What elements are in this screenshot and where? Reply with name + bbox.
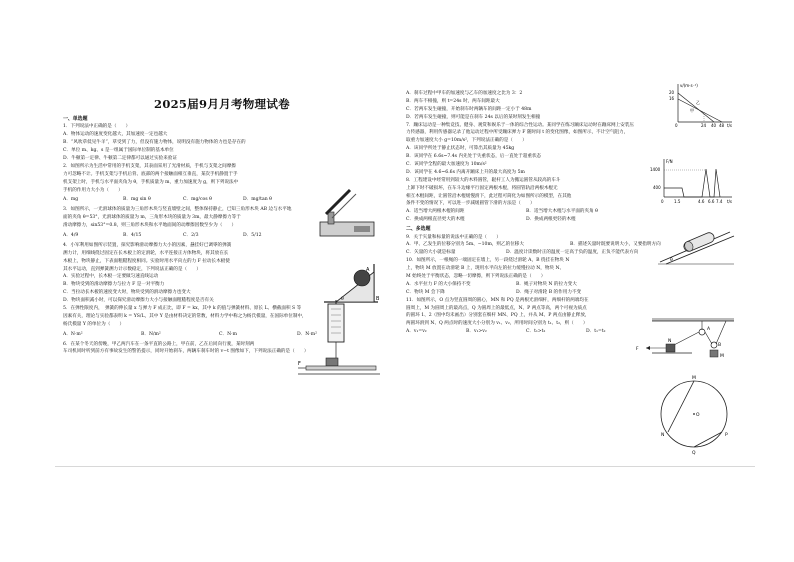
q2-option-a: A．mg (63, 197, 79, 203)
spring-scale-figure (298, 300, 380, 376)
question-6-line-2: 车司机同时听到前方有事故发生的警笛提示，同时开始刹车，两辆车刹车时的 v−t 图像如下，下列说法正确的是（ ） (63, 349, 309, 355)
page-footer-rule (55, 466, 755, 467)
question-11: 11．如图所示，O 点为竖直圆周的圆心，MN 和 PQ 是两根光滑细杆，两细杆的两端均在 (406, 297, 589, 303)
ft-graph-figure (650, 157, 736, 205)
incline-ball-figure (322, 262, 380, 304)
q1-option-d: D．牛顿第一定律、牛顿第二定律都可以通过实验来验证 (63, 156, 177, 161)
question-3: 3．如图所示，一光滑球体的质量为三角形木块与竖直墙壁之间，整体保持静止，已知三角形木块 AB 边与水平地 (63, 207, 292, 213)
q11-option-c: C．t₁>t₂ (526, 329, 546, 335)
q10-options (406, 281, 646, 297)
question-7-line-3: 取重力加速度大小 g=10m/s²，下列说法正确的是（ ） (406, 138, 527, 144)
question-4-line-2: 测力计，用细线绕过固定在长木板上的定滑轮，水平连接正方体物块，将其放在长 (63, 250, 229, 256)
vt-x-tick-48: 48 (719, 123, 725, 128)
q4-option-b: B．物块受到的滑动摩擦力与拉力 F 是一对平衡力 (63, 282, 165, 288)
q8-option-a: A．适当增大两根木棍的间距 (406, 209, 465, 215)
phone-body (326, 190, 350, 214)
q4-option-a: A．实验过程中，长木板一定要做匀速直线运动 (63, 274, 159, 280)
q8-option-b: B．适当增大木棍与水平面的夹角 θ (526, 209, 598, 215)
question-10-line-3: M 始终处于平衡状态，忽略一切摩擦，则下列说法正确的是（ ） (406, 274, 546, 280)
pulley-label-a: A (707, 327, 711, 332)
question-5: 5．在弹性限度内， 弹簧的伸长量 x 与弹力 F 成正比，即 F = kx，其中 k 的值与弹簧材料、原长 L、横截面积 S 等 (63, 306, 302, 312)
q1-option-b: B．“风吹草低见牛羊”，草受到了力，但没有施力物体，说明没有施力物体的力也是存在的 (63, 140, 246, 146)
vt-x-tick-40: 40 (711, 123, 717, 128)
block-n (666, 344, 675, 352)
q9-option-a: A．甲、乙发生的位移分别为 5m、−10m，则乙的位移大 (406, 242, 524, 248)
ft-x-tick-4.6: 4.6 (698, 199, 705, 204)
circle-label-m: M (692, 376, 696, 381)
q10-option-d: D．绳子对滑轮 B 的作用力不变 (516, 289, 582, 295)
ft-ylabel: F/N (666, 159, 673, 164)
question-6: 6．在某个冬天的傍晚，甲乙两汽车在一条平直的公路上，甲在前，乙在后同向行驶，某时刻两 (63, 341, 255, 347)
q8-option-c: C．换成两根直径更大的木棍 (406, 217, 465, 223)
q9-option-c: C．矢量的大小就是标量 (406, 250, 456, 256)
question-11-line-4: 两圆环滑到 N、Q 两点时的速度大小分别为 v₁、v₂，所用时间分别为 t₁、t₂，则（ ） (406, 321, 588, 327)
question-8-line-2: 上卸下时不破损坏，在车斗边缘平行固定两根木棍，将圆管轨沿两根木棍无 (406, 185, 558, 191)
question-3-line-2: 面的夹角 θ=53°，光滑球体的质量为 m，三角形木块的质量为 3m，最大静摩擦力等于 (63, 215, 241, 221)
circle-label-o: O (696, 413, 700, 418)
question-1: 1．下列说法中正确的是（ ） (63, 124, 131, 130)
q3-option-d: D．5/12 (243, 233, 262, 239)
incline-label-b: B (376, 296, 380, 302)
ft-x-unit: t/s (727, 199, 732, 204)
question-11-line-3: 的圆环 1、2（图中均未画出）分别套在细杆 MN、PQ 上，并从 M、P 两点由静止释放， (406, 313, 590, 319)
incline-label-theta: θ (341, 297, 344, 302)
ft-x-tick-7.4: 7.4 (716, 199, 723, 204)
stand-post (328, 212, 334, 224)
question-8: 8．工程建设中经常用到较大的木料圆管，辊杆工人为搬运圆管从较高的车斗 (406, 177, 561, 183)
question-2-line-3: 机支架上时，手机与水平面夹角为 θ，手机质量为 m，重力加速度为 g，则下列说法中 (63, 179, 239, 185)
q10-option-b: B．绳子对物块 N 的拉力变大 (516, 281, 577, 287)
q7-option-c: C．该同学全程的最大加速度为 10m/s² (406, 162, 487, 168)
question-10: 10．如图所示，一根绳的一端固定在墙上，另一段绕过滑轮 A，B 绕挂在物块 N (406, 258, 570, 264)
circle-label-n: N (661, 433, 665, 438)
ft-x-tick-6.6: 6.6 (708, 199, 715, 204)
vt-line-yi (678, 93, 714, 122)
phone-stand-figure (318, 182, 376, 240)
q6-option-a: A．刹车过程中甲车的加速度与乙车的加速度之比为 3：2 (406, 91, 523, 96)
question-5-line-3: 杨氏模量 Y 的单位为（ ） (63, 321, 125, 327)
pulley-b (711, 342, 717, 348)
circle-rods-figure (656, 374, 736, 456)
vt-x-unit: t/s (727, 123, 732, 128)
timber-slope-figure (656, 222, 736, 266)
rope-wall (716, 321, 726, 344)
q3-option-a: A．4/9 (63, 233, 79, 239)
q11-option-a: A．v₁=v₂ (406, 329, 427, 335)
q7-option-a: A．该同学所处于静止状态时，可算出其质量为 45kg (406, 146, 515, 152)
stand-foot (354, 226, 370, 232)
question-10-line-2: 上，物块 M 放置在动滑轮 B 上，现用水平向左的拉力缓慢拉动 N，物块 N、 (406, 266, 565, 272)
vt-ylabel: v/(m·s⁻¹) (680, 83, 698, 88)
q10-option-a: A．水平拉力 F 的大小保持不变 (406, 281, 471, 287)
ft-y-tick-1400: 1400 (650, 167, 661, 172)
q7-option-d: D．该同学在 4.6~6.6s 内离开蹦床上升的最大高度为 5m (406, 169, 525, 175)
q6-option-d: D．若两车发生碰撞，则可能是在刹车 24s 以后的某时刻发生相撞 (406, 114, 541, 120)
q5-option-c: C．N·m (219, 331, 237, 337)
q4-option-c: C．当拉动长木板的速度变大时，物块受到的滑动摩擦力也变大 (63, 290, 191, 296)
scale-body (328, 304, 344, 342)
q1-option-a: A．物体运动的速度变化越大，其加速度一定也越大 (63, 132, 168, 138)
question-9: 9．关于矢量和标量的说法中正确的是（ ） (406, 234, 501, 240)
pulley-label-b: B (718, 343, 722, 348)
q2-option-d: D．mg/tan θ (243, 197, 272, 203)
section-single-choice: 一、单选题 (63, 116, 88, 122)
pulley-figure (632, 318, 736, 362)
vt-y-tick-16: 16 (669, 96, 675, 101)
question-11-line-2: 圆周上，M 为圆周上的最高点，Q 为圆周上的最低点，N、P 两点等高，两个可视为质点 (406, 305, 587, 311)
pulley-label-f: F (636, 347, 639, 352)
circle-label-q: Q (692, 451, 696, 456)
q6-option-c: C．若两车发生碰撞，开始刹车时两辆车的间距一定小于 48m (406, 106, 532, 112)
long-board (306, 366, 376, 370)
q7-option-b: B．该同学在 6.6s~7.4s 内先处于失重状态，后一直处于超重状态 (406, 154, 542, 160)
cube-block (326, 358, 338, 366)
block-m (710, 350, 718, 357)
vt-line-jia (678, 99, 722, 122)
q4-option-d: D．物块面积减小时，可以探究滑动摩擦力大小与接触面粗糙程度是否有关 (63, 298, 214, 304)
vt-x-tick-0: 0 (675, 123, 678, 128)
q2-option-b: B．mg sin θ (123, 197, 151, 203)
rod-pq (694, 432, 722, 447)
pulley-label-n: N (668, 339, 672, 344)
vt-y-tick-20: 20 (669, 90, 675, 95)
rope-ab (705, 332, 712, 344)
q11-option-b: B．v₁>v₂ (466, 329, 487, 335)
q5-option-a: A．N·m² (63, 331, 83, 337)
question-2-line-2: 力可忽略不计。手机支架与手机后背、底部的两个接触面相互垂直，某次手机静置于手 (63, 171, 238, 177)
slope-theta: θ (670, 258, 673, 263)
question-2-line-4: 手机的作用力大小为（ ） (63, 187, 123, 193)
vt-x-tick-24: 24 (701, 123, 707, 128)
force-label: F (298, 361, 301, 367)
section-multi-choice: 二、多选题 (406, 226, 431, 233)
q11-option-d: D．t₁=t₂ (586, 329, 606, 335)
q5-option-d: D．N·m² (297, 331, 317, 337)
q6-option-b: B．两车不相撞，则 t=24s 时，两车间距最大 (406, 98, 500, 104)
vt-series-yi: 乙 (696, 100, 700, 105)
q11-options (406, 328, 656, 336)
ft-y-tick-400: 400 (653, 185, 661, 190)
q3-option-c: C．2/3 (183, 233, 199, 239)
pulley-label-m: M (720, 354, 724, 359)
ft-curve (664, 169, 720, 197)
exam-title: 2025届9月月考物理试卷 (154, 97, 290, 111)
q9-option-d: D．温度计读数时正的温度一定高于负的温度，正负不能代表方向 (506, 250, 639, 256)
question-4-line-3: 木板上，物块静止，下表面粗糙程度相同。实验时用水平向左的力 F 拉动长木板使 (63, 258, 230, 264)
question-8-line-3: 相互木棍间距，让圆管沿木棍缓慢滑下，此过程可简化为如图所示的模型，在其他 (406, 193, 572, 199)
rod-mn (668, 381, 694, 432)
q3-option-b: B．4/15 (123, 233, 142, 239)
question-5-line-2: 因素有关，理论与实验都表明 k = YS/L，其中 Y 是由材料决定的常数，材料力学中称之为杨氏模量，在国际单位制中， (63, 313, 307, 319)
ceiling (652, 318, 734, 321)
q10-option-c: C．物块 M 会下降 (406, 289, 445, 295)
q8-option-d: D．换成两根更轻的木棍 (526, 217, 576, 223)
ft-x-tick-1.5: 1.5 (674, 199, 681, 204)
q2-option-c: C．mg/cos θ (183, 197, 212, 203)
question-7: 7．蹦床运动是一种集竞技、健身、观赏和娱乐于一体的综合性运动。某同学在练习蹦床运动时在蹦床网上安装压 (406, 122, 635, 128)
incline-label-a: A (366, 267, 370, 273)
vt-graph-figure (668, 82, 736, 128)
question-7-line-2: 力传感器，利用传感器记录了他运动过程中所受蹦床弹力 F 随时间 t 的变化图像，如图所示，不计空气阻力， (406, 130, 629, 136)
q9-option-b: B．描述矢量时既要说明大小，又要指明方向 (570, 242, 661, 248)
vt-series-jia: 甲 (690, 108, 694, 113)
question-8-line-4: 条件不变的情况下，可以进一步减缓圆管下滑的方法是（ ） (406, 201, 535, 207)
question-4-line-4: 其水平运动，直到弹簧测力计示数稳定，下列说法正确的是（ ） (63, 266, 201, 272)
question-3-line-3: 滑动摩擦力，sin53°=0.8，则三角形木块和水平地面间的动摩擦因数至少为（ ） (63, 223, 237, 229)
rope-n (672, 332, 699, 346)
q1-option-c: C．单位 m、kg、s 是一组属于国际单位制的基本单位 (63, 148, 174, 154)
circle-label-p: P (725, 433, 728, 438)
question-2: 2．如图所示为生活中常用的手机支架，其表面采用了光滑材质，手机与支架之间摩擦 (63, 163, 236, 169)
ft-x-tick-0: 0 (661, 199, 664, 204)
question-4: 4．小军利用如图所示装置，探究影响滑动摩擦力大小的因素，悬挂好已调零的弹簧 (63, 242, 232, 248)
q5-option-b: B．N/m² (141, 331, 161, 337)
